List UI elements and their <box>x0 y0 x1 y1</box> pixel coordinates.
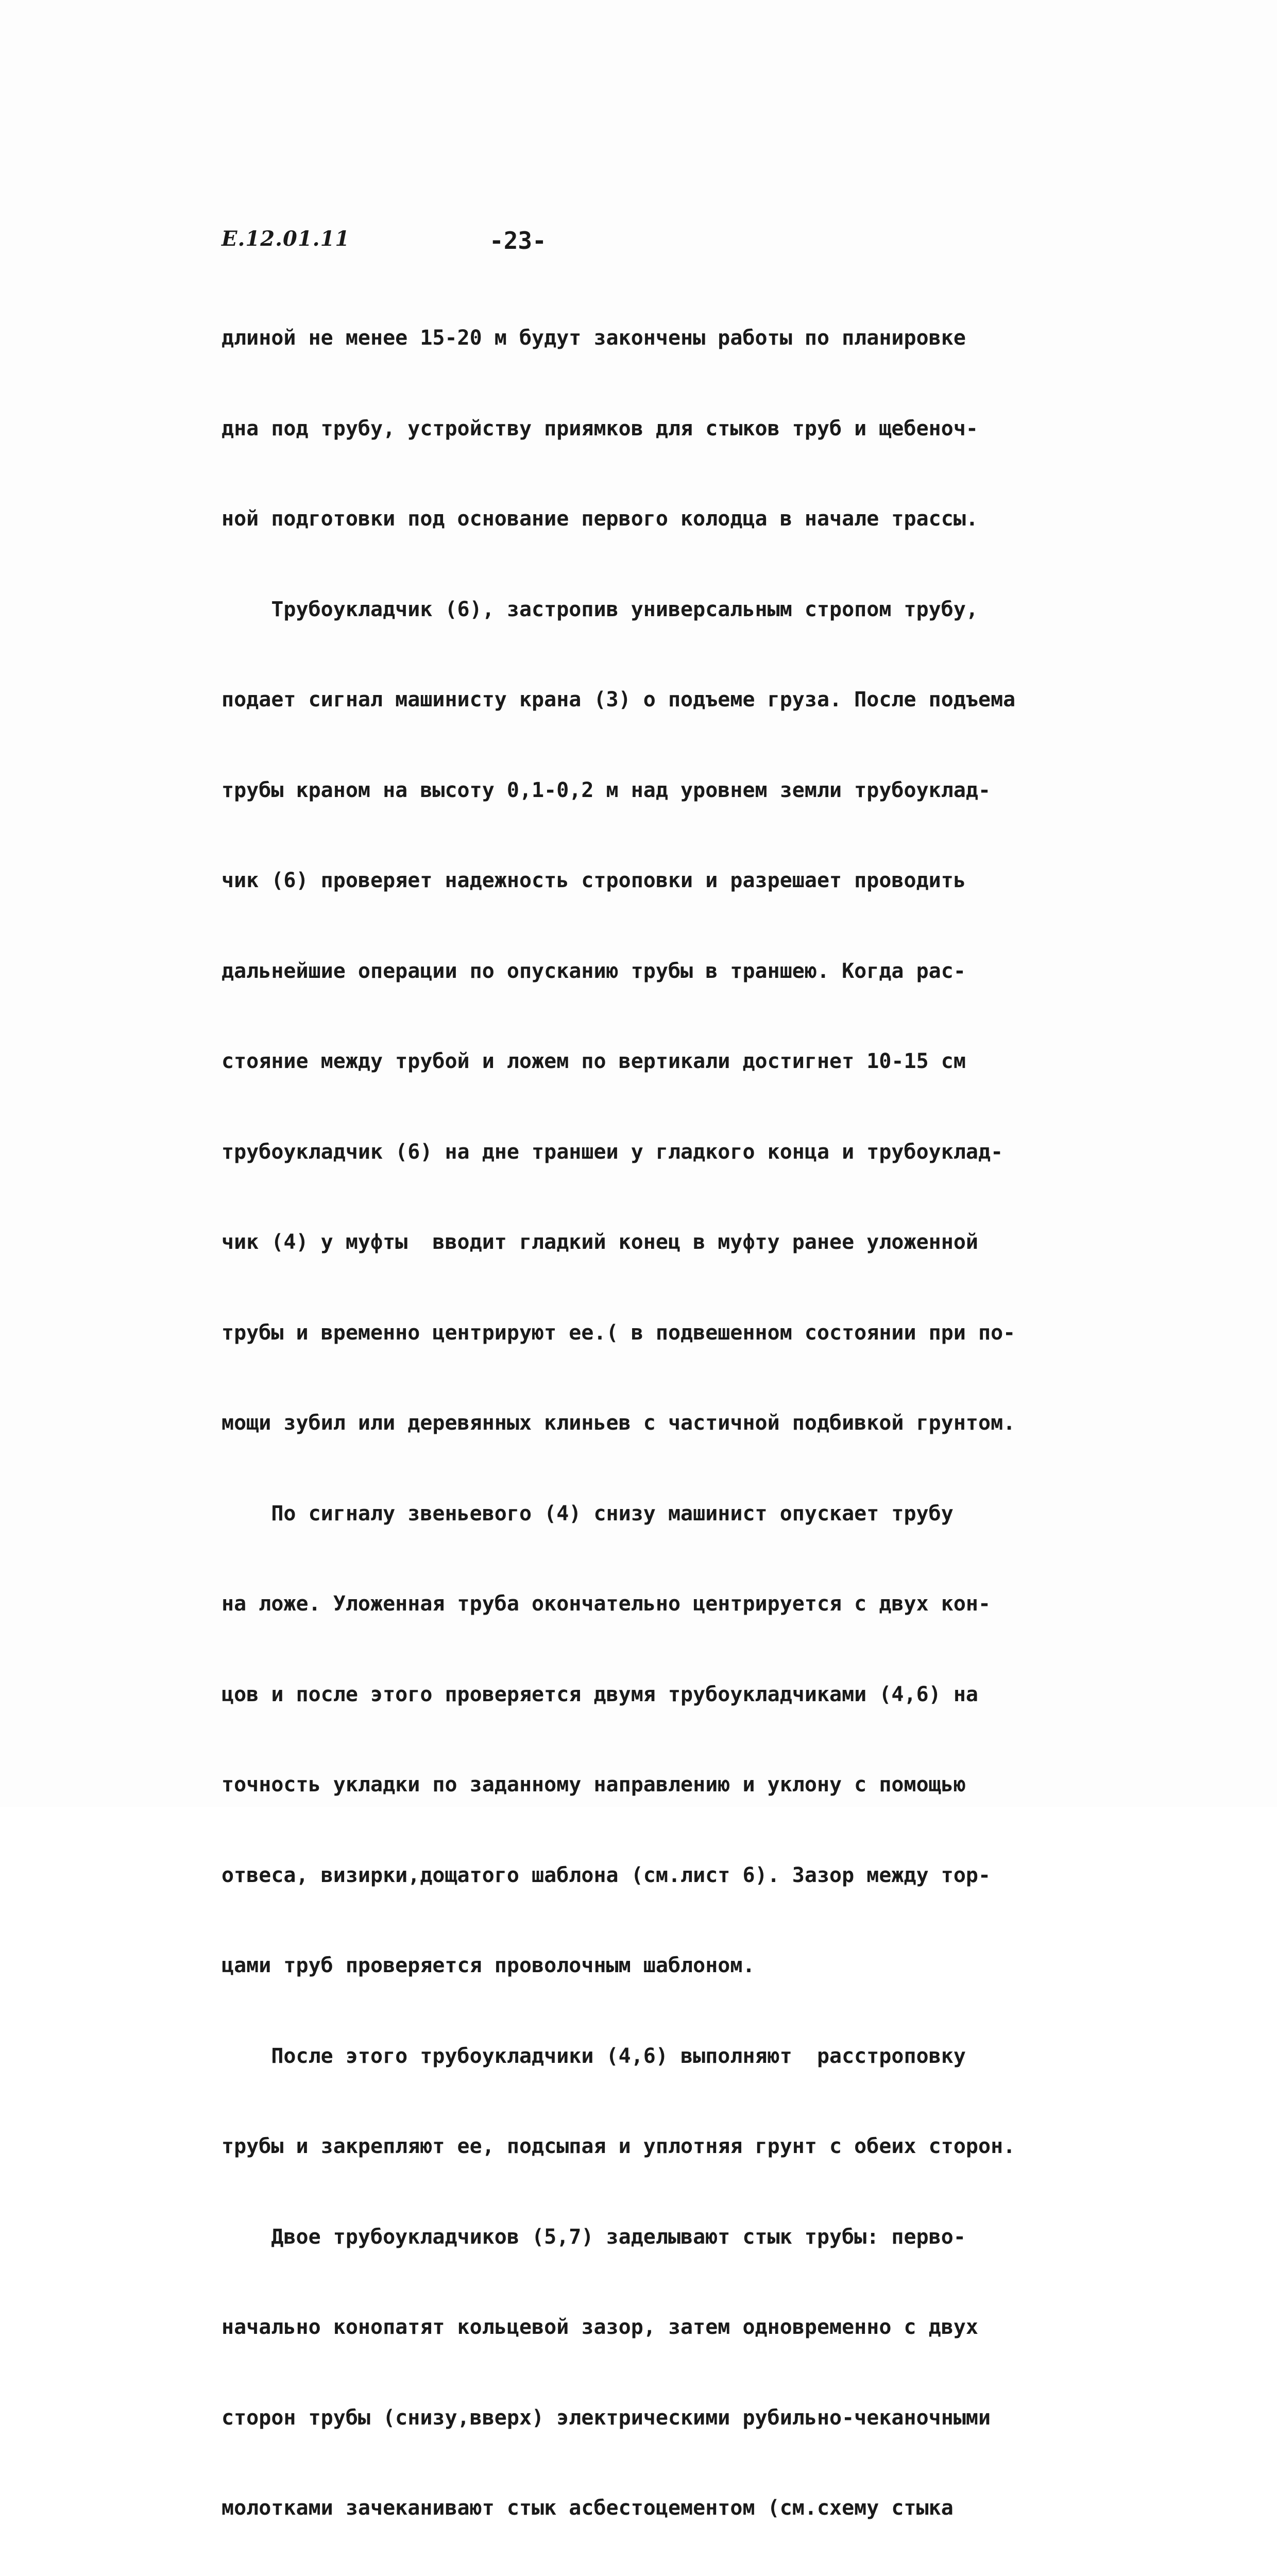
text-line: длиной не менее 15-20 м будут закончены работы по планировке <box>222 326 966 350</box>
text-line: Двое трубоукладчиков (5,7) заделывают стык трубы: перво- <box>222 2225 966 2249</box>
text-line: цами труб проверяется проволочным шаблоном. <box>222 1954 755 1977</box>
text-line: цов и после этого проверяется двумя трубоукладчиками (4,6) на <box>222 1682 979 1706</box>
text-line: трубоукладчик (6) на дне траншеи у гладкого конца и трубоуклад- <box>222 1140 1003 1164</box>
text-line: трубы и временно центрируют ее.( в подвешенном состоянии при по- <box>222 1320 1016 1345</box>
text-line: сторон трубы (снизу,вверх) электрическими рубильно-чеканочными <box>222 2405 991 2430</box>
text-line: ной подготовки под основание первого колодца в начале трассы. <box>222 507 979 531</box>
text-line: После этого трубоукладчики (4,6) выполняют расстроповку <box>222 2044 966 2068</box>
text-line: чик (4) у муфты вводит гладкий конец в муфту ранее уложенной <box>222 1230 979 1254</box>
text-line: начально конопатят кольцевой зазор, затем одновременно с двух <box>222 2315 979 2339</box>
text-line: По сигналу звеньевого (4) снизу машинист опускает трубу <box>222 1501 954 1526</box>
text-line: дальнейшие операции по опусканию трубы в траншею. Когда рас- <box>222 959 966 983</box>
text-line: подает сигнал машинисту крана (3) о подъеме груза. После подъема <box>222 688 1016 711</box>
text-line: стояние между трубой и ложем по вертикали достигнет 10-15 см <box>222 1049 966 1073</box>
text-line: трубы краном на высоту 0,1-0,2 м над уровнем земли трубоуклад- <box>222 778 991 802</box>
text-line: мощи зубил или деревянных клиньев с частичной подбивкой грунтом. <box>222 1411 1016 1435</box>
text-line: трубы и закрепляют ее, подсыпая и уплотняя грунт с обеих сторон. <box>222 2134 1016 2158</box>
text-line: точность укладки по заданному направлению и уклону с помощью <box>222 1773 966 1797</box>
text-line: молотками зачеканивают стык асбестоцементом (см.схему стыка <box>222 2496 954 2520</box>
text-line: дна под трубу, устройству приямков для стыков труб и щебеноч- <box>222 416 979 440</box>
page-header <box>222 222 1097 263</box>
text-line: на ложе. Уложенная труба окончательно центрируется с двух кон- <box>222 1592 991 1616</box>
document-code: Е.12.01.11 <box>222 227 350 251</box>
text-line: чик (6) проверяет надежность строповки и разрешает проводить <box>222 869 966 892</box>
text-line: Трубоукладчик (6), застропив универсальным стропом трубу, <box>222 597 979 621</box>
body-text <box>222 263 1056 2576</box>
page-number: -23- <box>489 227 547 255</box>
text-line: отвеса, визирки,дощатого шаблона (см.лист 6). Зазор между тор- <box>222 1863 991 1887</box>
